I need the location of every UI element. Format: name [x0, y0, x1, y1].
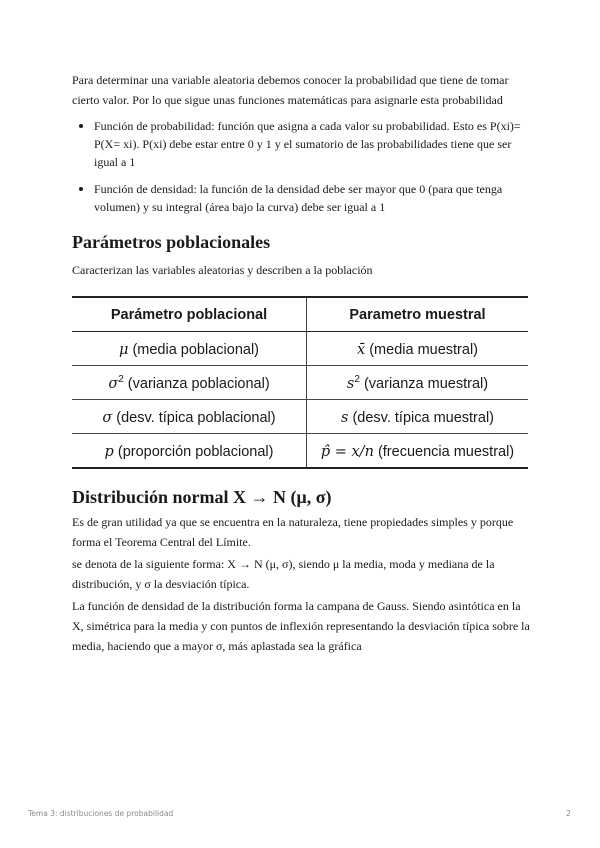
bullet-text: Función de probabilidad: función que asigna a cada valor su probabilidad. Esto es P(xi)= P(X= xi). P(xi) debe estar entre 0 y 1 y el sumatorio de las probabilidades tiene que ser igual a 1: [94, 119, 521, 169]
bullet-dot-icon: [79, 124, 83, 128]
header-sample: Parametro muestral: [349, 306, 486, 323]
cell-sample: [307, 366, 529, 400]
cell-population: [72, 332, 307, 366]
cell-population: [72, 434, 307, 469]
list-item: [72, 117, 532, 171]
section-heading-normal-distribution: Distribución normal X → N (μ, σ): [72, 487, 332, 507]
list-item: [72, 180, 532, 216]
section-heading-params: Parámetros poblacionales: [72, 232, 271, 252]
table-header-row: [72, 297, 528, 332]
bullet-text: Función de densidad: la función de la densidad debe ser mayor que 0 (para que tenga volumen) y su integral (área bajo la curva) debe ser igual a 1: [94, 182, 503, 214]
population-label: (proporción poblacional): [113, 443, 274, 460]
sample-label: (frecuencia muestral): [373, 443, 515, 460]
sample-label: (media muestral): [365, 341, 478, 358]
bullet-dot-icon: [79, 187, 83, 191]
dist-paragraph-2: se denota de la siguiente forma: X → N (μ, σ), siendo μ la media, moda y mediana de la distribución, y σ la desviación típica.: [72, 557, 495, 591]
population-superscript: 2: [118, 373, 124, 385]
parameters-table: [72, 296, 528, 469]
population-label: (varianza poblacional): [123, 375, 270, 392]
cell-sample: [307, 400, 529, 434]
table-row: [72, 434, 528, 469]
dist-paragraph-3: La función de densidad de la distribución forma la campana de Gauss. Siendo asintótica en la X, simétrica para la media y con puntos de inflexión representando la desviación típica sobre la media, haciendo que a mayor σ, más aplastada sea la gráfica: [72, 599, 530, 653]
sample-label: (desv. típica muestral): [348, 409, 495, 426]
intro-paragraph: Para determinar una variable aleatoria debemos conocer la probabilidad que tiene de tomar cierto valor. Por lo que sigue unas funciones matemáticas para asignarle esta probabilidad: [72, 73, 509, 107]
sample-label: (varianza muestral): [359, 375, 489, 392]
table-row: [72, 332, 528, 366]
dist-paragraph-1: Es de gran utilidad ya que se encuentra en la naturaleza, tiene propiedades simples y porque forma el Teorema Central del Límite.: [72, 515, 514, 549]
population-label: (desv. típica poblacional): [112, 409, 276, 426]
sample-symbol: s: [346, 375, 355, 392]
footer-title: Tema 3: distribuciones de probabilidad: [28, 809, 174, 818]
sample-superscript: 2: [354, 373, 360, 385]
population-symbol: p: [104, 443, 114, 460]
table-row: [72, 400, 528, 434]
table-row: [72, 366, 528, 400]
population-label: (media poblacional): [128, 341, 259, 358]
params-description: Caracterizan las variables aleatorias y describen a la población: [72, 263, 373, 277]
footer-page-number: 2: [566, 809, 571, 818]
cell-population: [72, 400, 307, 434]
cell-population: [72, 366, 307, 400]
sample-symbol: x̄: [357, 341, 366, 358]
bullet-list: [72, 117, 532, 225]
sample-symbol: p̂ = x/n: [320, 443, 374, 460]
header-population: Parámetro poblacional: [72, 297, 307, 332]
population-symbol: σ: [108, 375, 119, 392]
cell-sample: [307, 332, 529, 366]
population-symbol: μ: [118, 341, 129, 358]
population-symbol: σ: [102, 409, 113, 426]
cell-sample: [307, 434, 529, 469]
sample-symbol: s: [340, 409, 349, 426]
